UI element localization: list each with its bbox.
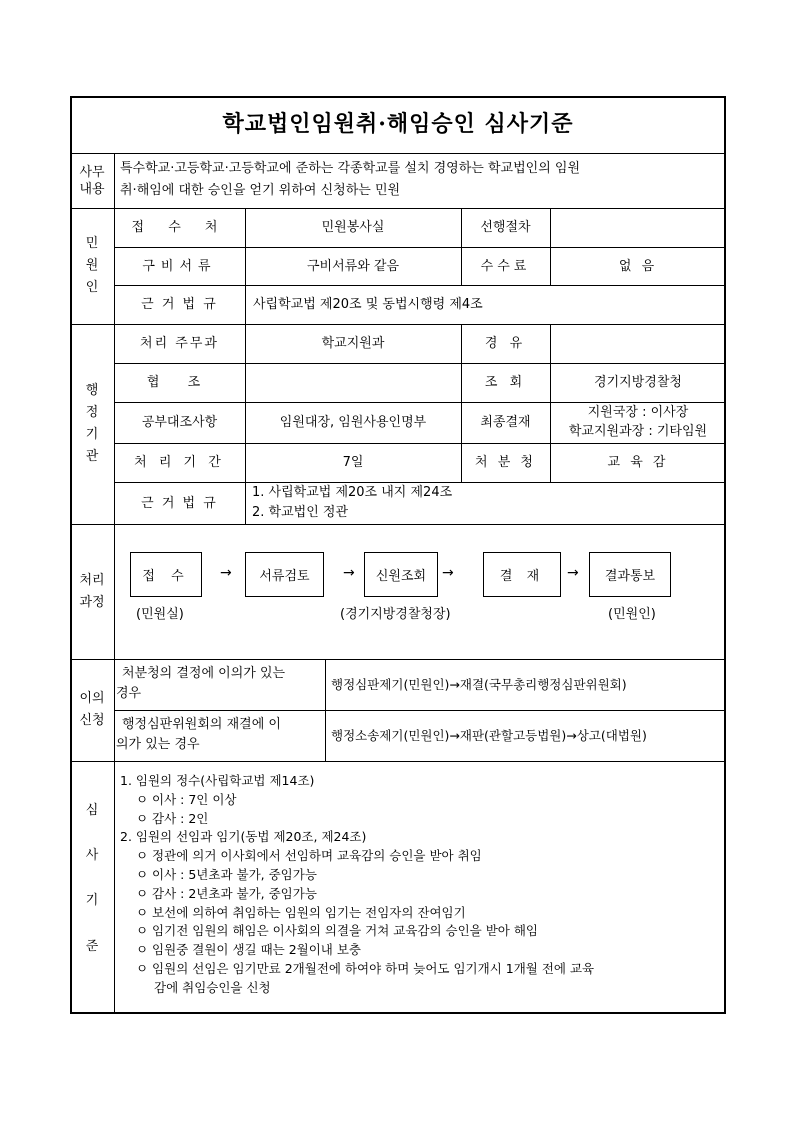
field-key: 공부대조사항: [141, 415, 218, 430]
criteria-line: 감에 취임승인을 신청: [154, 979, 271, 995]
field-key: 협 조: [146, 375, 213, 390]
approval-line: 지원국장 : 이사장: [587, 405, 689, 420]
criteria-list: [120, 772, 724, 998]
criteria-line: 1. 임원의 정수(사립학교법 제14조): [120, 773, 315, 788]
criteria-label: [70, 761, 114, 1013]
process-step-approval: 결 재: [483, 552, 561, 597]
law-line: 2. 학교법인 정관: [252, 505, 349, 520]
process-note: (민원인): [608, 607, 656, 622]
criteria-line: ㅇ 이사 : 7인 이상: [136, 791, 237, 807]
process-step-notification: 결과통보: [589, 552, 671, 597]
process-note: (민원실): [136, 607, 184, 622]
field-key: 근 거 법 규: [141, 495, 218, 511]
field-value: 교 육 감: [607, 455, 669, 470]
process-step-receipt: 접 수: [130, 552, 202, 597]
field-value: 경기지방경찰청: [594, 375, 682, 390]
field-key: 수수료: [480, 258, 531, 274]
field-key: 처 리 기 간: [134, 455, 225, 470]
field-key: 접 수 처: [131, 220, 228, 235]
applicant-label: 민 원 인: [85, 236, 99, 295]
condition-line: 의가 있는 경우: [116, 737, 200, 752]
criteria-label-char: 기: [85, 893, 99, 908]
field-value: [245, 363, 461, 402]
duty-label: 사무 내용: [79, 164, 105, 197]
condition-line: 행정심판위원회의 재결에 이: [122, 717, 281, 732]
field-value: 7일: [342, 455, 364, 470]
criteria-label-char: 준: [85, 939, 99, 954]
approval-line: 학교지원과장 : 기타임원: [568, 424, 708, 439]
arrow-icon: →: [442, 565, 454, 581]
criteria-line: 2. 임원의 선임과 임기(동법 제20조, 제24조): [120, 829, 367, 845]
criteria-line: ㅇ 이사 : 5년초과 불가, 중임가능: [136, 866, 317, 882]
field-value: [550, 324, 726, 363]
duty-line: 취·해임에 대한 승인을 얻기 위하여 신청하는 민원: [120, 183, 401, 198]
arrow-icon: →: [220, 565, 232, 581]
duty-line: 특수학교·고등학교·고등학교에 준하는 각종학교를 설치 경영하는 학교법인의 임원: [120, 161, 581, 176]
field-value: 임원대장, 임원사용인명부: [279, 415, 427, 430]
criteria-line: ㅇ 임원의 선임은 임기만료 2개월전에 하여야 하며 늦어도 임기개시 1개월 전에 교육: [136, 960, 595, 976]
criteria-line: ㅇ 임원중 결원이 생길 때는 2월이내 보충: [136, 942, 361, 958]
field-value: 학교지원과: [321, 336, 385, 351]
process-label: 처리 과정: [79, 572, 105, 610]
rule: [70, 153, 726, 154]
criteria-line: ㅇ 보선에 의하여 취임하는 임원의 임기는 전임자의 잔여임기: [136, 904, 466, 920]
field-key: 조 회: [484, 375, 527, 390]
arrow-icon: →: [567, 565, 579, 581]
field-key: 선행절차: [480, 220, 531, 235]
law-reference: 사립학교법 제20조 및 동법시행령 제4조: [253, 297, 483, 312]
objection-action: 행정소송제기(민원인)→재판(관할고등법원)→상고(대법원): [331, 728, 647, 743]
process-step-review: 서류검토: [245, 552, 324, 597]
final-approval: [550, 403, 726, 443]
field-value: 구비서류와 같음: [306, 258, 400, 274]
arrow-icon: →: [343, 565, 355, 581]
condition-line: 처분청의 결정에 이의가 있는: [122, 666, 286, 681]
page-title: 학교법인임원취·해임승인 심사기준: [222, 111, 574, 137]
objection-condition: [116, 664, 322, 704]
field-key: 최종결재: [480, 415, 531, 430]
rule: [70, 761, 726, 762]
criteria-line: ㅇ 정관에 의거 이사회에서 선임하며 교육감의 승인을 받아 취임: [136, 848, 482, 864]
process-note: (경기지방경찰청장): [340, 607, 451, 622]
field-key: 경 유: [484, 336, 527, 351]
law-reference: [252, 483, 722, 523]
rule: [70, 524, 726, 525]
field-key: 처 분 청: [475, 455, 536, 470]
field-value: 민원봉사실: [321, 220, 385, 235]
criteria-line: ㅇ 임기전 임원의 해임은 이사회의 의결을 거쳐 교육감의 승인을 받아 해임: [136, 923, 538, 939]
field-key: 구비서류: [142, 258, 217, 274]
field-key: 근 거 법 규: [141, 297, 218, 312]
objection-action: 행정심판제기(민원인)→재결(국무총리행정심판위원회): [331, 677, 627, 692]
field-key: 처리 주무과: [140, 336, 219, 351]
criteria-label-char: 심: [85, 803, 99, 818]
condition-line: 경우: [116, 686, 142, 701]
field-value: 없 음: [618, 258, 658, 274]
agency-label: 행 정 기 관: [85, 383, 99, 464]
criteria-line: ㅇ 감사 : 2년초과 불가, 중임가능: [136, 885, 317, 901]
process-step-identity-check: 신원조회: [364, 552, 438, 597]
law-line: 1. 사립학교법 제20조 내지 제24조: [252, 485, 453, 500]
criteria-line: ㅇ 감사 : 2인: [136, 810, 209, 826]
field-value: [550, 208, 726, 247]
objection-condition: [116, 715, 322, 755]
criteria-label-char: 사: [85, 848, 99, 863]
objection-label: 이의 신청: [79, 691, 105, 728]
duty-content: [120, 158, 724, 202]
